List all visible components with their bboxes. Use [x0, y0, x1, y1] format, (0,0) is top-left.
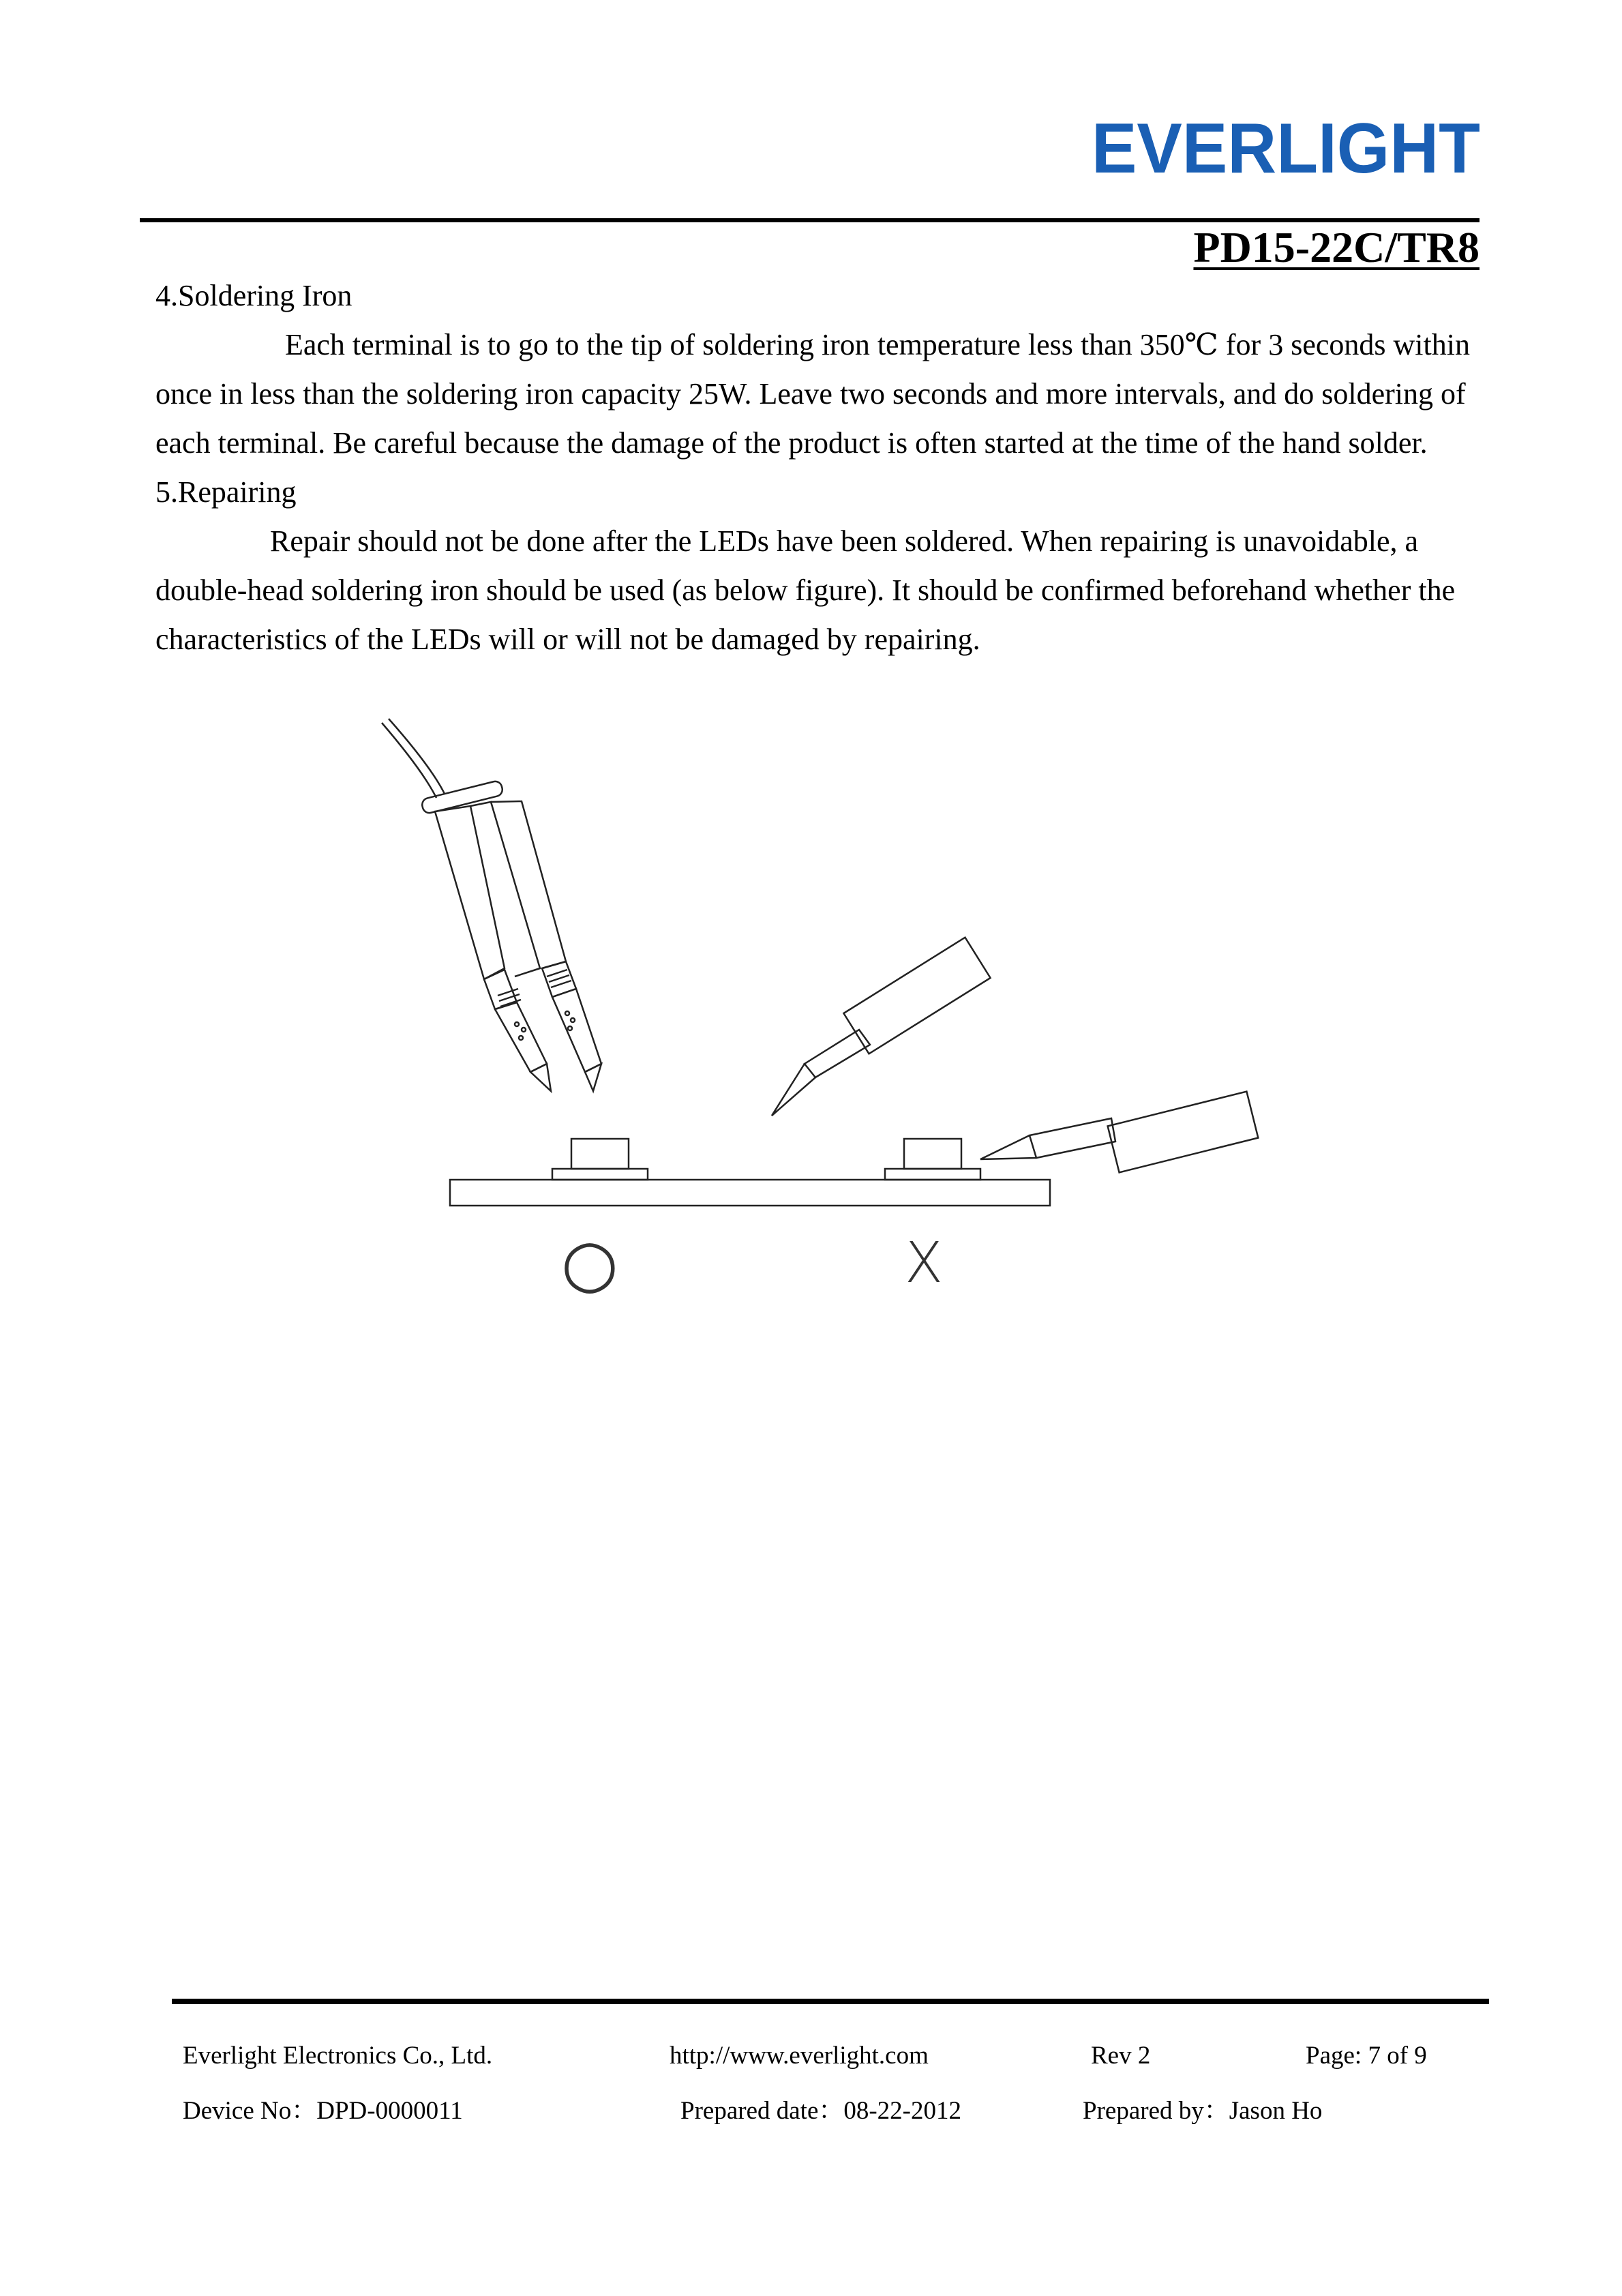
led-right	[904, 1139, 961, 1169]
section-text-repairing: Repair should not be done after the LEDs have been soldered. When repairing is unavoidable, a double-head soldering iron should be used (as below figure). It should be confirmed beforehand whether the characteristics of the LEDs will or will not be damaged by repairing.	[155, 524, 1456, 656]
section-heading-soldering: 4.Soldering Iron	[155, 279, 352, 312]
everlight-logo	[1088, 113, 1484, 181]
iron-cable	[382, 723, 436, 798]
footer-device-no: Device No：DPD-0000011	[183, 2097, 463, 2125]
document-body	[155, 271, 1485, 664]
bad-mark: X	[904, 1231, 944, 1296]
footer-rule	[172, 1999, 1489, 2004]
good-mark: ○	[561, 1225, 618, 1301]
footer-prepared-date: Prepared date：08-22-2012	[680, 2097, 962, 2125]
pcb-board	[450, 1180, 1050, 1206]
led-left	[571, 1139, 629, 1169]
single-soldering-iron-upper	[772, 938, 991, 1116]
brand-name: EVERLIGHT	[1092, 113, 1480, 181]
section-text-soldering: Each terminal is to go to the tip of soldering iron temperature less than 350℃ for 3 seconds within once in less than the soldering iron capacity 25W. Leave two seconds and more intervals, and do soldering of each terminal. Be careful because the damage of the product is often started at the time of the hand solder.	[155, 328, 1470, 460]
double-head-iron	[435, 801, 601, 1091]
model-number: PD15-22C/TR8	[1193, 223, 1480, 271]
section-heading-repairing: 5.Repairing	[155, 475, 297, 509]
footer-website: http://www.everlight.com	[670, 2042, 929, 2070]
led-right-pad	[885, 1169, 980, 1180]
footer-page: Page: 7 of 9	[1306, 2042, 1427, 2070]
footer-rev: Rev 2	[1091, 2042, 1151, 2070]
iron-clamp-ring	[421, 780, 504, 814]
footer-company: Everlight Electronics Co., Ltd.	[183, 2042, 493, 2070]
led-left-pad	[552, 1169, 648, 1180]
footer-prepared-by: Prepared by：Jason Ho	[1083, 2097, 1323, 2125]
single-soldering-iron-lower	[980, 1092, 1258, 1173]
repair-figure	[368, 709, 1268, 1309]
